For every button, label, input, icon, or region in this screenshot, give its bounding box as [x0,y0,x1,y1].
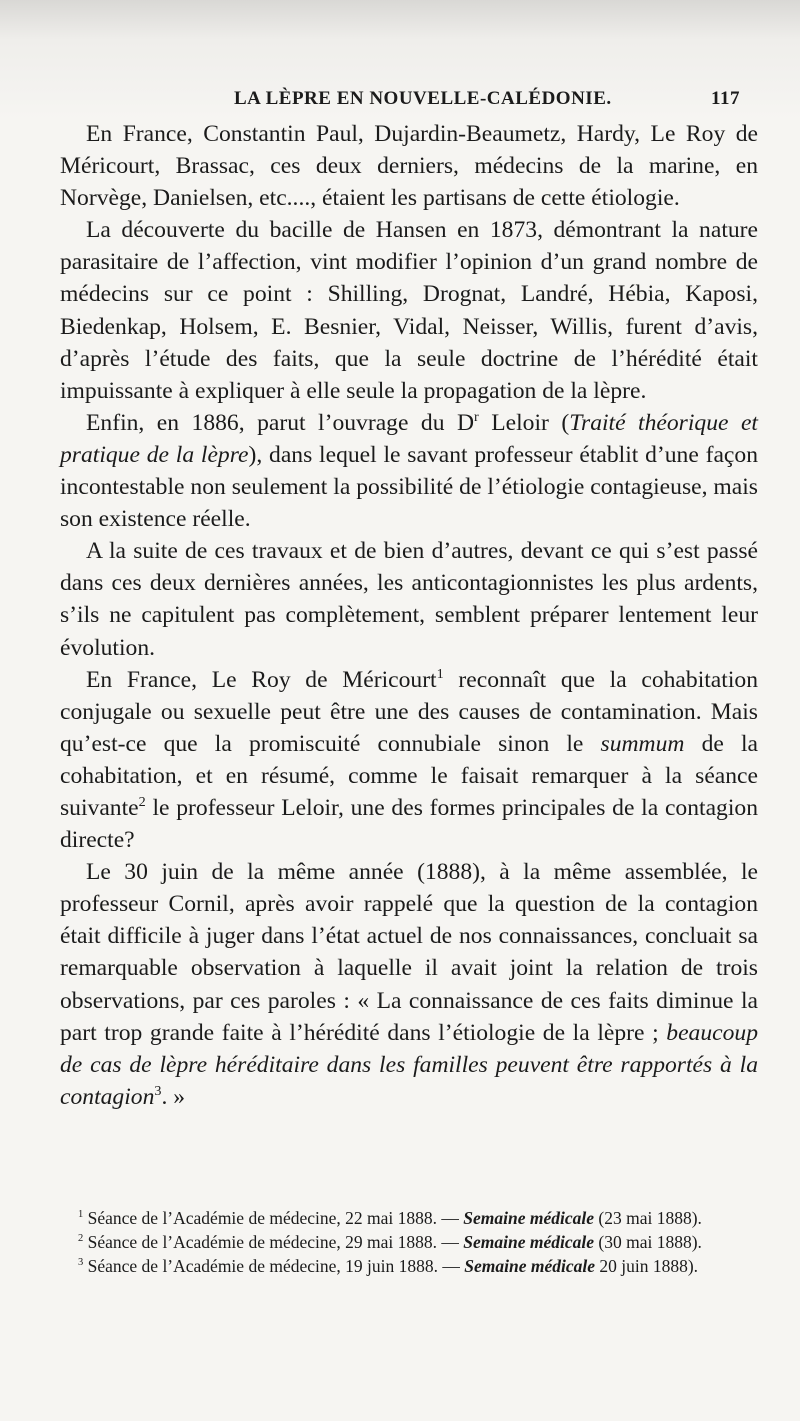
text-run: Le 30 juin de la même année (1888), à la même assemblée, le professeur Cornil, après avoir rappelé que la question de la contagion était difficile à juger dans l’état actuel de nos connaissances, concluait sa remarquable observation à laquelle il avait joint la relation de trois observations, par ces paroles : « La connaissance de ces faits diminue la part trop grande faite à l’hérédité dans l’étiologie de la lèpre ; [60,859,758,1046]
footnote-marker: 1 [436,665,444,682]
footnote [60,1230,748,1254]
text-run: 20 juin 1888). [594,1256,699,1277]
text-run: . » [161,1083,186,1110]
italic-text: Traité théorique et pratique de la lèpre [60,409,758,468]
footnote-marker: 2 [78,1233,84,1245]
italic-text: Semaine médicale [463,1208,594,1228]
footnote-marker: 3 [154,1082,162,1099]
text-run: ), dans lequel le savant professeur établit d’une façon incontestable non seulement la possibilité de l’étiologie contagieuse, mais son existence réelle. [60,441,758,533]
footnote-marker: r [474,408,479,425]
italic-text: summum [600,730,685,757]
text-run: (30 mai 1888). [594,1232,702,1253]
text-run: Séance de l’Académie de médecine, 29 mai 1888. — [83,1232,464,1253]
paragraph [60,407,758,535]
footnote-marker: 3 [78,1257,84,1269]
footnote [60,1206,748,1230]
text-run: de la cohabitation, et en résumé, comme le faisait remarquer à la séance suivante [60,730,758,821]
paragraph [60,856,758,1113]
italic-text: beaucoup de cas de lèpre héréditaire dans les familles peuvent être rapportés à la contagion [60,1019,758,1110]
body-text [60,118,758,1113]
page-number: 117 [711,88,740,109]
paragraph [60,664,758,857]
text-run: En France, Le Roy de Méricourt [86,666,437,693]
text-run: En France, Constantin Paul, Dujardin-Beaumetz, Hardy, Le Roy de Méricourt, Brassac, ces deux derniers, médecins de la marine, en Norvège, Danielsen, etc...., étaient les partisans de cette étiologie. [60,121,758,212]
footnote [60,1254,748,1278]
italic-text: Semaine médicale [464,1256,595,1277]
text-run: Séance de l’Académie de médecine, 19 juin 1888. — [83,1256,465,1277]
paragraph [60,535,758,663]
italic-text: Semaine médicale [463,1232,594,1253]
text-run: reconnaît que la cohabitation conjugale ou sexuelle peut être une des causes de contamination. Mais qu’est-ce que la promiscuité connubiale sinon le [60,666,758,757]
text-run: La découverte du bacille de Hansen en 1873, démontrant la nature parasitaire de l’affection, vint modifier l’opinion d’un grand nombre de médecins sur ce point : Shilling, Drognat, Landré, Hébia, Kaposi, Biedenkap, Holsem, E. Besnier, Vidal, Neisser, Willis, furent d’avis, d’après l’étude des faits, que la seule doctrine de l’hérédité était impuissante à expliquer à elle seule la propagation de la lèpre. [60,217,758,404]
text-run: (23 mai 1888). [594,1208,702,1228]
text-run: le professeur Leloir, une des formes principales de la contagion directe? [60,794,758,854]
footnote-marker: 1 [78,1209,84,1221]
text-run: A la suite de ces travaux et de bien d’autres, devant ce qui s’est passé dans ces deux dernières années, les anticontagionnistes les plus ardents, s’ils ne capitulent pas complètement, semblent préparer lentement leur évolution. [60,538,758,661]
text-run: Enfin, en 1886, parut l’ouvrage du D [86,409,475,436]
text-run: Séance de l’Académie de médecine, 22 mai 1888. — [83,1208,464,1228]
paragraph [60,214,758,407]
running-title: LA LÈPRE EN NOUVELLE-CALÉDONIE. [234,88,612,109]
footnotes [60,1206,748,1279]
footnote-marker: 2 [138,794,146,811]
paragraph [60,118,758,214]
text-run: Leloir ( [478,409,570,436]
